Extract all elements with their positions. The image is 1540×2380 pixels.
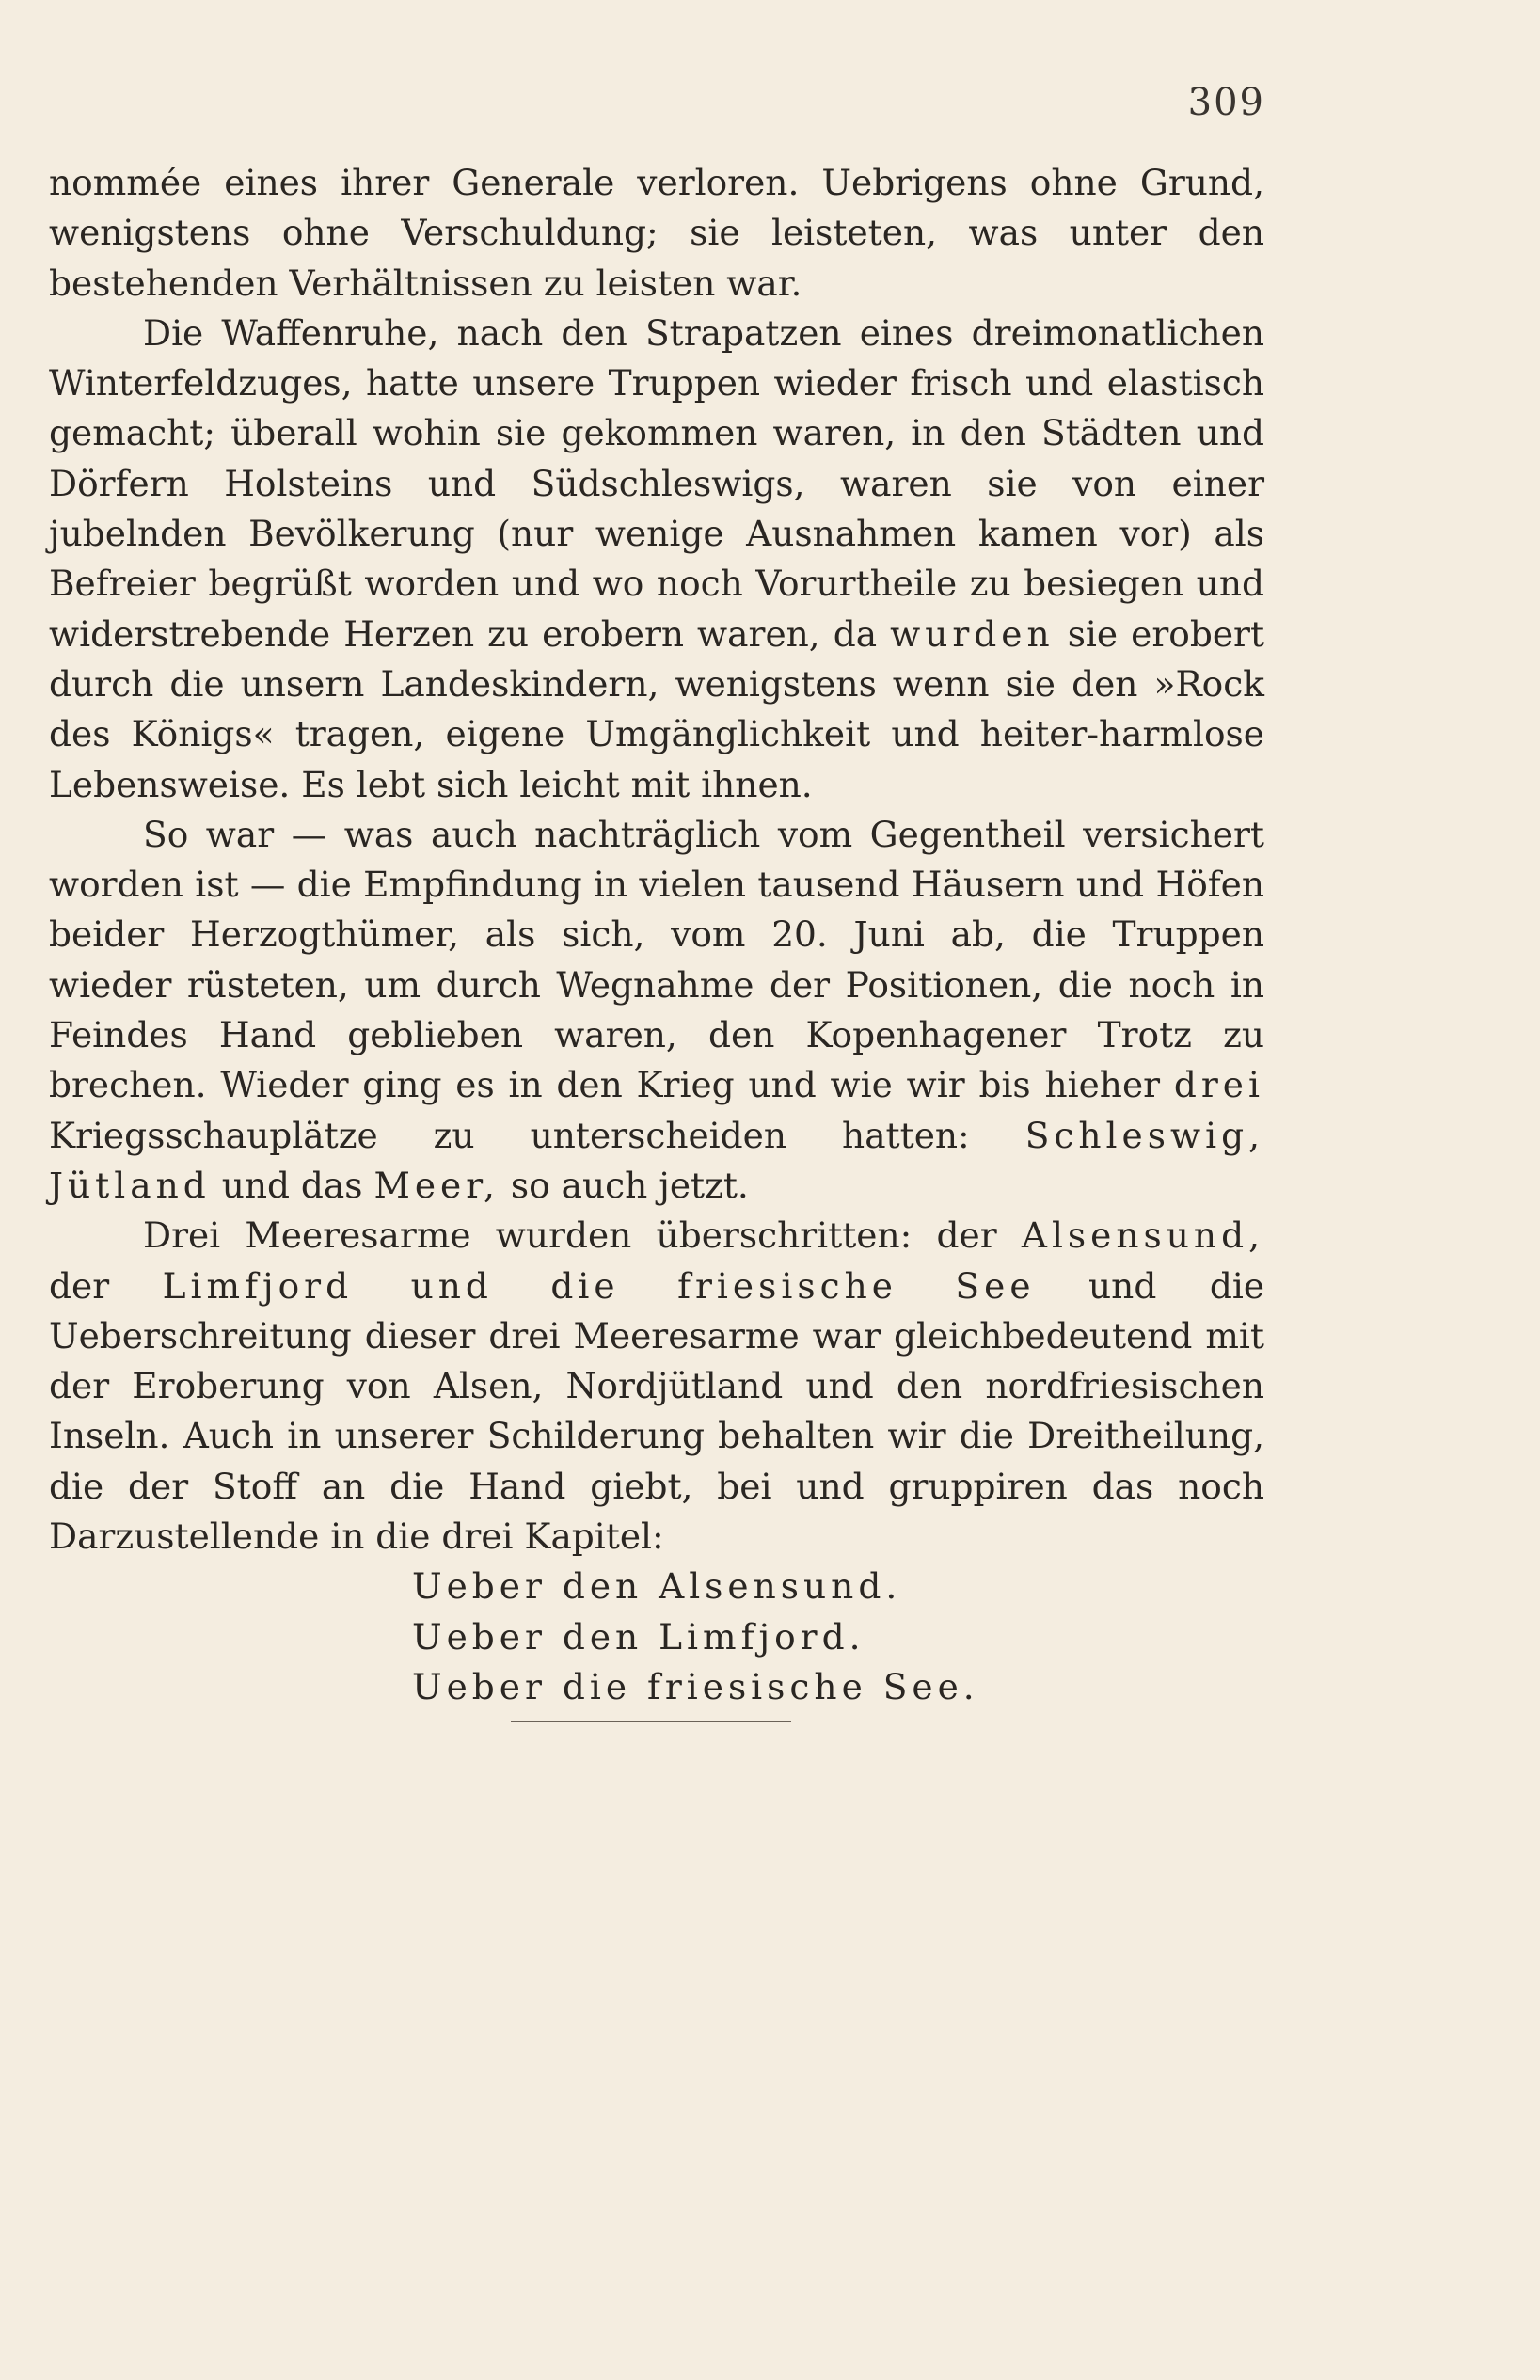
chapter-item: Ueber die friesische See.: [412, 1665, 979, 1707]
section-divider: [511, 1721, 791, 1722]
chapter-item: Ueber den Limfjord.: [412, 1615, 865, 1658]
emphasis-limfjord-friesische-see: Limfjord und die friesische See: [162, 1264, 1036, 1307]
paragraph-3-part-b: Kriegsschauplätze zu unterscheiden hatten:: [49, 1114, 970, 1156]
paragraph-2-part-b: sie erobert durch die unsern Landeskindern, wenigstens wenn sie den »Rock des Königs« tragen, eigene Umgänglichkeit und heiter-harmlose Lebensweise. Es lebt sich leicht mit ihnen.: [49, 612, 1265, 805]
paragraph-3-part-d: so auch jetzt.: [510, 1164, 749, 1206]
text-block: [49, 158, 1264, 1712]
paragraph-1: nommée eines ihrer Generale verloren. Uebrigens ohne Grund, wenigstens ohne Verschuldung; sie leisteten, was unter den bestehenden Verhältnissen zu leisten war.: [49, 162, 1264, 304]
emphasis-meer: Meer,: [373, 1164, 500, 1206]
paragraph-2-part-a: Die Waffenruhe, nach den Strapatzen eines dreimonatlichen Winterfeldzuges, hatte unsere Truppen wieder frisch und elastisch gemacht; überall wohin sie gekommen waren, in den Städten und Dörfern Holsteins und Südschleswigs, waren sie von einer jubelnden Bevölkerung (nur wenige Ausnahmen kamen vor) als Befreier begrüßt worden und wo noch Vorurtheile zu besiegen und widerstrebende Herzen zu erobern waren, da: [49, 311, 1264, 655]
paragraph-4: [49, 1211, 1264, 1562]
paragraph-2: [49, 309, 1264, 810]
paragraph-3-part-a: So war — was auch nachträglich vom Gegentheil versichert worden ist — die Empfindung in vielen tausend Häusern und Höfen beider Herzogthümer, als sich, vom 20. Juni ab, die Truppen wieder rüsteten, um durch Wegnahme der Positionen, die noch in Feindes Hand geblieben waren, den Kopenhagener Trotz zu brechen. Wieder ging es in den Krieg und wie wir bis hieher: [49, 813, 1264, 1106]
paragraph-3-part-c: und das: [221, 1164, 363, 1206]
emphasis-schleswig-juetland: Schleswig, Jütland: [49, 1114, 1264, 1206]
paragraph-4-part-b: der: [49, 1264, 110, 1307]
emphasis-alsensund: Alsensund,: [1021, 1214, 1264, 1257]
page-number: 309: [1187, 81, 1265, 124]
paragraph-3: [49, 810, 1264, 1211]
chapter-item: Ueber den Alsensund.: [412, 1565, 902, 1608]
chapter-list: [49, 1562, 1264, 1712]
paragraph-4-part-a: Drei Meeresarme wurden überschritten: der: [143, 1214, 997, 1257]
paragraph-4-part-c: und die Ueberschreitung dieser drei Meeresarme war gleichbedeutend mit der Eroberung von Alsen, Nordjütland und den nordfriesischen Inseln. Auch in unserer Schilderung behalten wir die Dreitheilung, die der Stoff an die Hand giebt, bei und gruppiren das noch Darzustellende in die drei Kapitel:: [49, 1264, 1265, 1558]
emphasis-wurden: wurden: [890, 612, 1055, 655]
emphasis-drei: drei: [1173, 1064, 1264, 1106]
